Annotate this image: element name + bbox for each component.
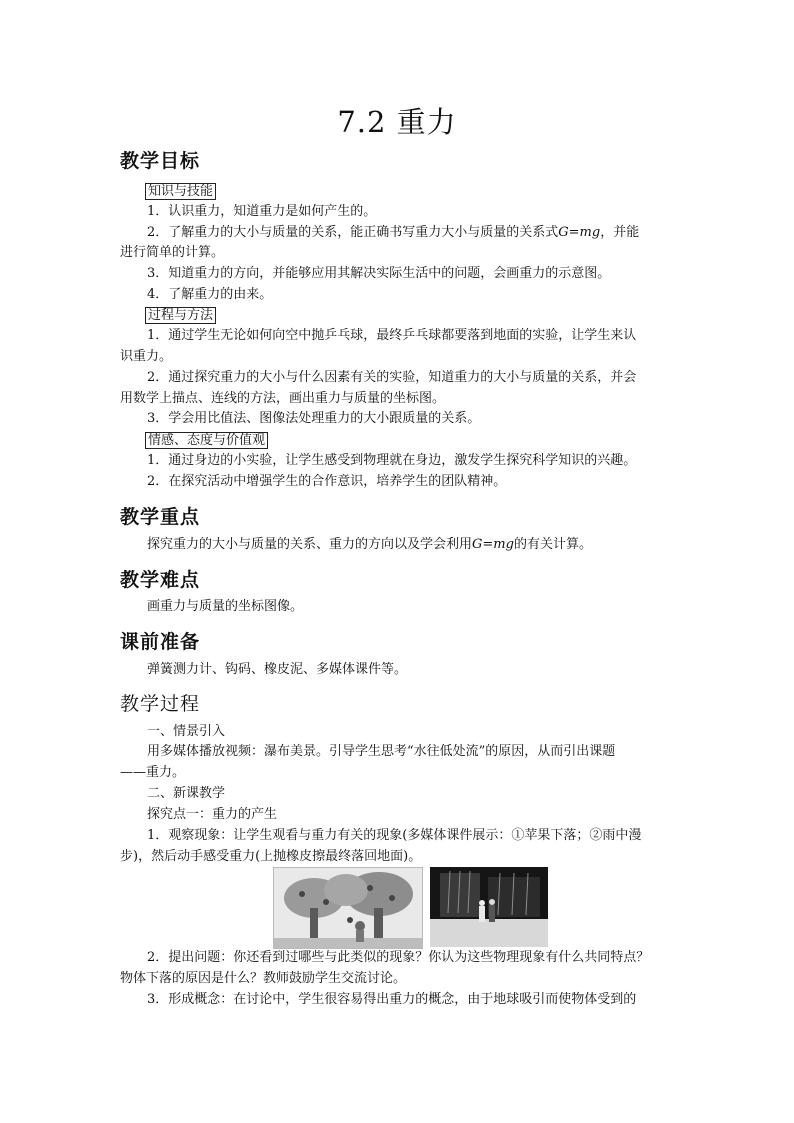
formula: G=mg xyxy=(558,225,601,240)
heading-prep: 课前准备 xyxy=(120,631,201,653)
heading-process: 教学过程 xyxy=(120,693,201,715)
page-title: 7.2 重力 xyxy=(337,105,457,139)
apple-tree-illustration xyxy=(273,867,423,949)
process-s2: 二、新课教学 xyxy=(147,786,226,801)
apple-tree-image xyxy=(274,868,422,948)
key-text xyxy=(147,537,592,553)
goal-e1: 1．通过身边的小实验，让学生感受到物理就在身边，激发学生探究科学知识的兴趣。 xyxy=(147,453,637,468)
tag-knowledge-skills: 知识与技能 xyxy=(145,183,216,200)
process-s2-point1: 探究点一：重力的产生 xyxy=(147,807,278,822)
goal-p1-line1: 1．通过学生无论如何向空中抛乒乓球，最终乒乓球都要落到地面的实验，让学生来认 xyxy=(147,328,637,343)
heading-difficulty: 教学难点 xyxy=(120,569,201,591)
tag-process-method: 过程与方法 xyxy=(145,307,216,324)
process-q1-line1: 2．提出问题：你还看到过哪些与此类似的现象？你认为这些物理现象有什么共同特点？ xyxy=(147,950,650,965)
goal-k2-line1 xyxy=(147,225,639,241)
goal-k2-line2: 进行简单的计算。 xyxy=(120,245,225,260)
formula: G=mg xyxy=(472,537,514,552)
key-text-b: 的有关计算。 xyxy=(513,537,592,552)
goal-p2-line2: 用数学上描点、连线的方法，画出重力与质量的坐标图。 xyxy=(120,391,446,406)
difficulty-text: 画重力与质量的坐标图像。 xyxy=(147,599,304,614)
goal-k4: 4．了解重力的由来。 xyxy=(147,287,273,302)
goal-p3: 3．学会用比值法、图像法处理重力的大小跟质量的关系。 xyxy=(147,411,481,426)
goal-k1: 1．认识重力，知道重力是如何产生的。 xyxy=(147,204,377,219)
process-s1: 一、情景引入 xyxy=(147,724,226,739)
tag-emotion-values: 情感、态度与价值观 xyxy=(145,432,268,449)
heading-key-points: 教学重点 xyxy=(120,506,201,528)
key-text-a: 探究重力的大小与质量的关系、重力的方向以及学会利用 xyxy=(147,537,473,552)
goal-p2-line1: 2．通过探究重力的大小与什么因素有关的实验，知道重力的大小与质量的关系，并会 xyxy=(147,370,637,385)
process-q1-line2: 物体下落的原因是什么？教师鼓励学生交流讨论。 xyxy=(120,971,407,986)
process-s1-line2: ——重力。 xyxy=(120,765,186,780)
walking-in-rain-photo xyxy=(430,867,548,947)
process-s1-line1: 用多媒体播放视频：瀑布美景。引导学生思考“水往低处流”的原因，从而引出课题 xyxy=(147,744,616,759)
prep-text: 弹簧测力计、钩码、橡皮泥、多媒体课件等。 xyxy=(147,662,408,677)
goal-k2-text: 2．了解重力的大小与质量的关系，能正确书写重力大小与质量的关系式 xyxy=(147,225,559,240)
goal-p1-line2: 识重力。 xyxy=(120,349,173,364)
goal-k2-tail: ，并能 xyxy=(600,225,640,240)
goal-e2: 2．在探究活动中增强学生的合作意识，培养学生的团队精神。 xyxy=(147,474,507,489)
process-f1-line1: 3．形成概念：在讨论中，学生很容易得出重力的概念，由于地球吸引而使物体受到的 xyxy=(147,992,637,1007)
process-o1-line1: 1．观察现象：让学生观看与重力有关的现象(多媒体课件展示：①苹果下落；②雨中漫 xyxy=(147,828,642,843)
goal-k3: 3．知道重力的方向，并能够应用其解决实际生活中的问题，会画重力的示意图。 xyxy=(147,266,611,281)
rain-walk-image xyxy=(430,867,548,947)
process-o1-line2: 步)，然后动手感受重力(上抛橡皮擦最终落回地面)。 xyxy=(120,849,422,864)
heading-goals: 教学目标 xyxy=(120,150,201,172)
